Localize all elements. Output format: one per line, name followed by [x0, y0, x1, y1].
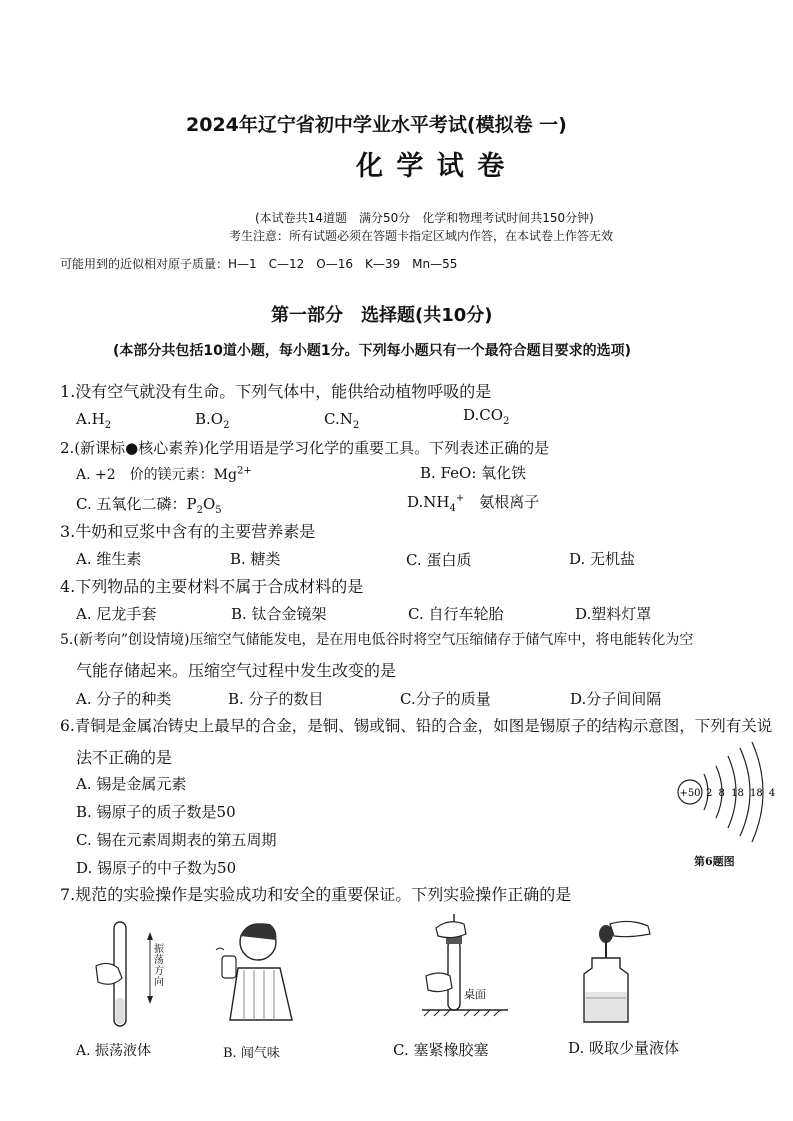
q6-option-a: A. 锡是金属元素 [76, 775, 187, 793]
q2-stem: 2.(新课标●核心素养)化学用语是学习化学的重要工具。下列表述正确的是 [60, 439, 550, 457]
q6-stem-line1: 6.青铜是金属冶铸史上最早的合金，是铜、锡或铜、铅的合金，如图是锡原子的结构示意图，下列有关说 [60, 717, 773, 735]
q1-stem: 1.没有空气就没有生命。下列气体中，能供给动植物呼吸的是 [60, 382, 492, 401]
subject-title: 化 学 试 卷 [356, 151, 507, 182]
q4-option-b: B. 钛合金镜架 [231, 605, 327, 623]
electron-shells: 2 8 18 18 4 [706, 788, 776, 799]
q2-option-a: A. +2 价的镁元素：$Mg^{2+}$ [76, 465, 252, 483]
q3-option-b: B. 糖类 [230, 550, 281, 568]
q6-stem-line2: 法不正确的是 [76, 748, 173, 767]
q2-option-c: C. 五氧化二磷：$P_2O_5$ [76, 495, 222, 516]
q6-option-d: D. 锡原子的中子数为50 [76, 859, 237, 877]
exam-title: 2024年辽宁省初中学业水平考试(模拟卷 一) [186, 114, 567, 136]
q5-option-c: C.分子的质量 [400, 690, 491, 708]
q1-option-c: $C.N_2$ [324, 410, 360, 431]
exam-notice: 考生注意：所有试题必须在答题卡指定区域内作答，在本试卷上作答无效 [229, 229, 614, 243]
q7-option-c: C. 塞紧橡胶塞 [393, 1041, 489, 1059]
q4-stem: 4.下列物品的主要材料不属于合成材料的是 [60, 577, 364, 596]
q6-option-c: C. 锡在元素周期表的第五周期 [76, 831, 277, 849]
q7-option-a: A. 振荡液体 [76, 1043, 152, 1059]
exam-info: (本试卷共14道题 满分50分 化学和物理考试时间共150分钟) [255, 211, 594, 225]
q5-option-d: D.分子间间隔 [570, 690, 662, 708]
q5-stem-line2: 气能存储起来。压缩空气过程中发生改变的是 [76, 661, 397, 680]
q5-option-b: B. 分子的数目 [228, 690, 324, 708]
q3-option-d: D. 无机盐 [569, 550, 636, 568]
tin-atom-diagram [668, 740, 778, 850]
q1-option-b: $B.O_2$ [195, 410, 230, 431]
dropper-figure [578, 912, 678, 1030]
q7-option-d: D. 吸取少量液体 [568, 1039, 680, 1057]
section-instruction: (本部分共包括10道小题，每小题1分。下列每小题只有一个最符合题目要求的选项) [113, 343, 632, 359]
nucleus-charge: +50 [679, 788, 701, 799]
q5-option-a: A. 分子的种类 [76, 690, 172, 708]
q2-option-d: $D.NH_4^+$ 氨根离子 [407, 493, 540, 514]
q7-option-b: B. 闻气味 [223, 1046, 280, 1061]
q6-option-b: B. 锡原子的质子数是50 [76, 803, 236, 821]
shake-direction-label: 振荡方向 [154, 944, 164, 988]
q7-stem: 7.规范的实验操作是实验成功和安全的重要保证。下列实验操作正确的是 [60, 885, 572, 904]
q3-stem: 3.牛奶和豆浆中含有的主要营养素是 [60, 522, 316, 541]
desk-label: 桌面 [464, 988, 486, 1001]
atomic-mass-line: 可能用到的近似相对原子质量：H—1 C—12 O—16 K—39 Mn—55 [60, 257, 458, 271]
q6-figure-caption: 第6题图 [694, 855, 735, 868]
smell-gas-figure [208, 910, 308, 1030]
q5-stem-line1: 5.(新考向”创设情境)压缩空气储能发电，是在用电低谷时将空气压缩储存于储气库中，将电能转化为空 [60, 632, 694, 648]
q1-option-a: $A.H_2$ [76, 410, 112, 431]
section-title: 第一部分 选择题(共10分) [271, 305, 493, 326]
q4-option-c: C. 自行车轮胎 [408, 605, 504, 623]
shake-liquid-figure [88, 918, 178, 1038]
q3-option-c: C. 蛋白质 [406, 551, 472, 569]
q1-option-d: $D.CO_2$ [463, 406, 510, 427]
q4-option-d: D.塑料灯罩 [575, 605, 652, 623]
q2-option-b: B. FeO: 氧化铁 [420, 464, 527, 482]
q3-option-a: A. 维生素 [76, 550, 142, 568]
insert-stopper-figure [412, 910, 512, 1030]
q4-option-a: A. 尼龙手套 [76, 605, 157, 623]
